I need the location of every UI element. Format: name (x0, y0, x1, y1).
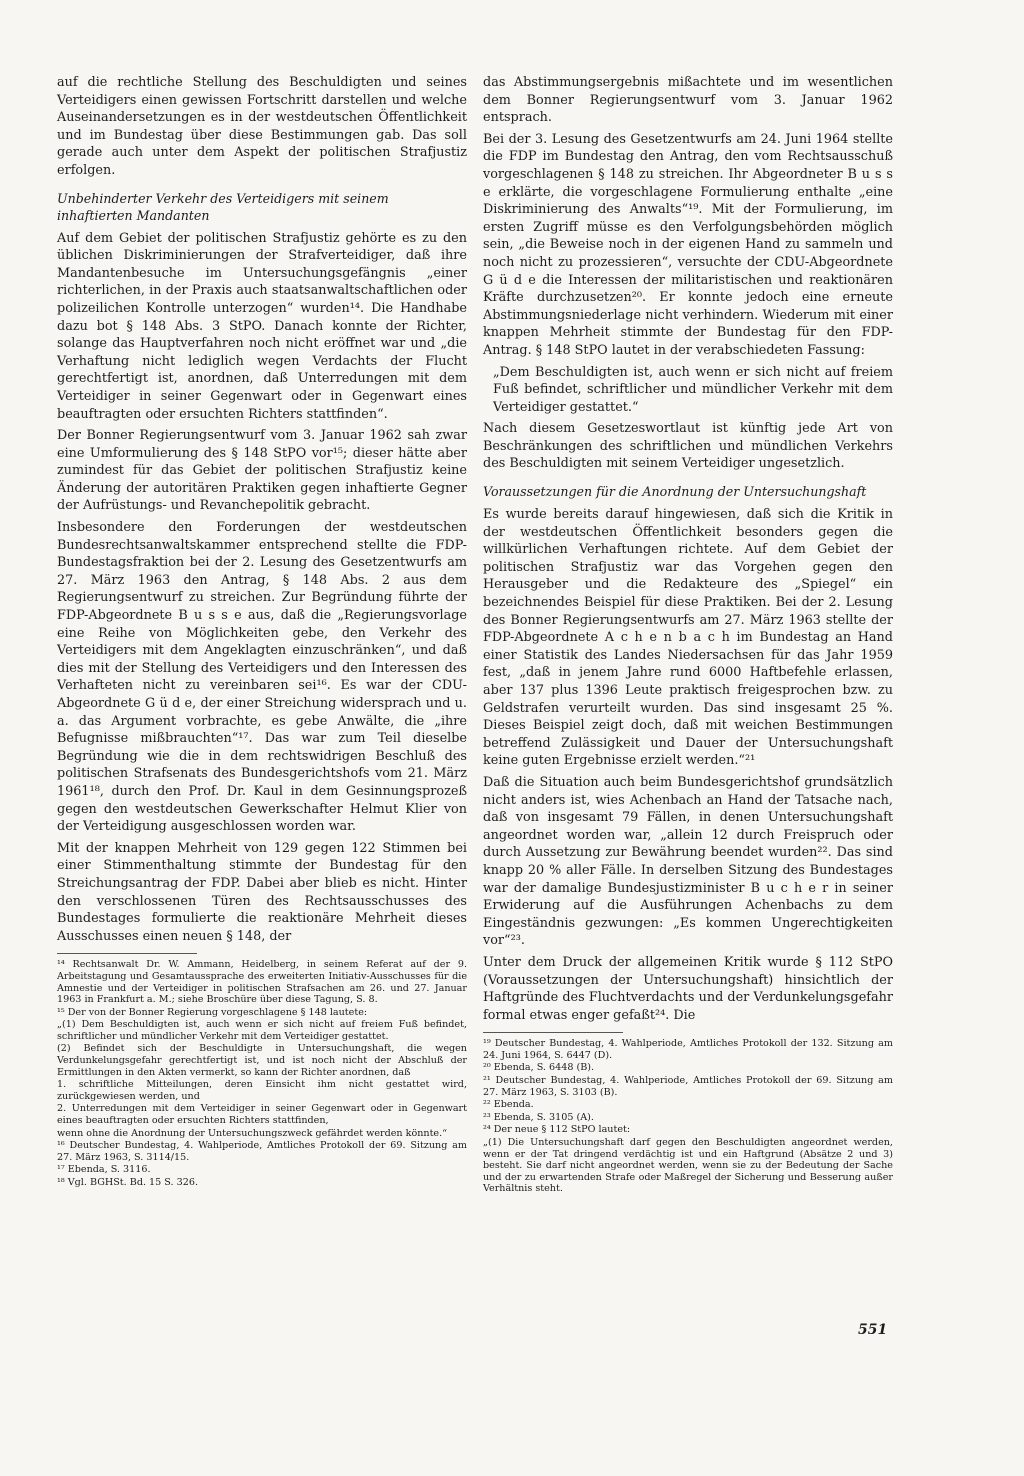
footnote: ²¹ Deutscher Bundestag, 4. Wahlperiode, Amtliches Protokoll der 69. Sitzung am 27. März 1963, S. 3103 (B). (483, 1075, 893, 1098)
footnote: ²³ Ebenda, S. 3105 (A). (483, 1111, 594, 1123)
page-number: 551 (858, 1322, 888, 1338)
footnote: ²⁴ Der neue § 112 StPO lautet: (483, 1124, 631, 1136)
footnote-divider (483, 1032, 623, 1033)
footnote: ²² Ebenda. (483, 1099, 534, 1111)
paragraph: Insbesondere den Forderungen der westdeutschen Bundesrechtsanwaltskammer entsprechend stellte die FDP-Bundestagsfraktion bei der 2. Lesung des Gesetzentwurfs am 27. März 1963 den Antrag, § 148 Abs. 2 aus dem Regierungsentwurf zu streichen. Zur Begründung führte der FDP-Abgeordnete B u s s e aus, daß die „Regierungsvorlage eine Reihe von Möglichkeiten gebe, den Verkehr des Verteidigers mit dem Angeklagten einzuschränken“, und daß dies mit der Stellung des Verteidigers und den Interessen des Verhafteten nicht zu vereinbaren sei¹⁶. Es war der CDU-Abgeordnete G ü d e, der einer Streichung widersprach und u. a. das Argument vorbrachte, es gebe Anwälte, die „ihre Befugnisse mißbrauchten“¹⁷. Das war zum Teil dieselbe Begründung wie die in dem rechtswidrigen Beschluß des politischen Strafsenats des Bundesgerichtshofs vom 21. März 1961¹⁸, durch den Prof. Dr. Kaul in dem Gesinnungsprozeß gegen den westdeutschen Gewerkschafter Helmut Klier von der Verteidigung ausgeschlossen worden war. (57, 520, 467, 835)
paragraph: Es wurde bereits darauf hingewiesen, daß sich die Kritik in der westdeutschen Öffentlichkeit besonders gegen die willkürlichen Verhaftungen richtete. Auf dem Gebiet der politischen Strafjustiz war das Vorgehen gegen den Herausgeber und die Redakteure des „Spiegel“ ein bezeichnendes Beispiel für diese Praktiken. Bei der 2. Lesung des Bonner Regierungsentwurfs am 27. März 1963 stellte der FDP-Abgeordnete A c h e n b a c h im Bundestag an Hand einer Statistik des Landes Niedersachsen für das Jahr 1959 fest, „daß in jenem Jahre rund 6000 Haftbefehle erlassen, aber 137 plus 1396 Leute praktisch freigesprochen bzw. zu Geldstrafen verurteilt wurden. Das sind insgesamt 25 %. Dieses Beispiel zeigt doch, daß mit weichen Bestimmungen betreffend Zulässigkeit und Dauer der Untersuchungshaft keine guten Ergebnisse erzielt werden.“²¹ (483, 507, 893, 769)
footnote: „(1) Die Untersuchungshaft darf gegen den Beschuldigten angeordnet werden, wenn er der Tat dringend verdächtig ist und ein Haftgrund (Absätze 2 und 3) besteht. Sie darf nicht angeordnet werden, wenn sie zu der Bedeutung der Sache und der zu erwartenden Strafe oder Maßregel der Sicherung und Besserung außer Verhältnis steht. (483, 1137, 893, 1195)
section-heading: Unbehinderter Verkehr des Verteidigers mit seinem inhaftierten Mandanten (57, 190, 389, 223)
footnote: ²⁰ Ebenda, S. 6448 (B). (483, 1062, 595, 1074)
paragraph: Daß die Situation auch beim Bundesgerichtshof grundsätzlich nicht anders ist, wies Achenbach an Hand der Tatsache nach, daß von insgesamt 79 Fällen, in denen Untersuchungshaft angeordnet worden war, „allein 12 durch Freispruch oder durch Aussetzung zur Bewährung beendet wurden²². Das sind knapp 20 % aller Fälle. In derselben Sitzung des Bundestages war der damalige Bundesjustizminister B u c h e r in seiner Erwiderung auf die Ausführungen Achenbachs zu dem Eingeständnis gezwungen: „Es kommen Ungerechtigkeiten vor“²³. (483, 774, 893, 949)
footnote: 2. Unterredungen mit dem Verteidiger in seiner Gegenwart oder in Gegenwart eines beauftragten oder ersuchten Richters stattfinden, (57, 1103, 467, 1127)
footnote: ¹⁸ Vgl. BGHSt. Bd. 15 S. 326. (57, 1177, 199, 1188)
footnote: ¹⁵ Der von der Bonner Regierung vorgeschlagene § 148 lautete: (57, 1006, 368, 1018)
footnote: ¹⁷ Ebenda, S. 3116. (57, 1164, 151, 1176)
paragraph: Bei der 3. Lesung des Gesetzentwurfs am 24. Juni 1964 stellte die FDP im Bundestag den Antrag, den vom Rechtsausschuß vorgeschlagenen § 148 zu streichen. Ihr Abgeordneter B u s s e erklärte, die vorgeschlagene Formulierung enthalte „eine Diskriminierung des Anwalts“¹⁹. Mit der Formulierung, im ersten Zugriff müsse es den Verfolgungsbehörden möglich sein, „die Beweise noch in der eigenen Hand zu sammeln und noch nicht zu prozessieren“, versuchte der CDU-Abgeordnete G ü d e die Interessen der militaristischen und reaktionären Kräfte durchzusetzen²⁰. Er konnte jedoch eine erneute Abstimmungsniederlage nicht verhindern. Wiederum mit einer knappen Mehrheit stimmte der Bundestag für den FDP-Antrag. § 148 StPO lautet in der verabschiedeten Fassung: (483, 131, 893, 358)
footnote: 1. schriftliche Mitteilungen, deren Einsicht ihm nicht gestattet wird, zurückgewiesen werden, und (57, 1079, 467, 1102)
footnotes (57, 953, 467, 1188)
paragraph: Unter dem Druck der allgemeinen Kritik wurde § 112 StPO (Voraussetzungen der Untersuchungshaft) hinsichtlich der Haftgründe des Fluchtverdachts und der Verdunkelungsgefahr formal etwas enger gefaßt²⁴. Die (483, 954, 893, 1023)
section-heading: Voraussetzungen für die Anordnung der Untersuchungshaft (483, 484, 867, 500)
left-column (57, 74, 467, 1190)
paragraph: Auf dem Gebiet der politischen Strafjustiz gehörte es zu den üblichen Diskriminierungen der Strafverteidiger, daß ihre Mandantenbesuche im Untersuchungsgefängnis „einer richterlichen, in der Praxis auch staatsanwaltschaftlichen oder polizeilichen Kontrolle unterzogen“ wurden¹⁴. Die Handhabe dazu bot § 148 Abs. 3 StPO. Danach konnte der Richter, solange das Hauptverfahren noch nicht eröffnet war und „die Verhaftung nicht lediglich wegen Verdachts der Flucht gerechtfertigt ist, anordnen, daß Unterredungen mit dem Verteidiger in seiner Gegenwart oder in Gegenwart eines beauftragten oder ersuchten Richters stattfinden“. (57, 230, 467, 422)
footnotes (483, 1032, 893, 1195)
footnote: ¹⁶ Deutscher Bundestag, 4. Wahlperiode, Amtliches Protokoll der 69. Sitzung am 27. März 1963, S. 3114/15. (57, 1140, 467, 1163)
paragraph: Mit der knappen Mehrheit von 129 gegen 122 Stimmen bei einer Stimmenthaltung stimmte der Bundestag für den Streichungsantrag der FDP. Dabei aber blieb es nicht. Hinter den verschlossenen Türen des Rechtsausschusses des Bundestages formulierte die reaktionäre Mehrheit dieses Ausschusses einen neuen § 148, der (57, 840, 467, 944)
paragraph: auf die rechtliche Stellung des Beschuldigten und seines Verteidigers einen gewissen Fortschritt darstellen und welche Auseinandersetzungen es in der westdeutschen Öffentlichkeit und im Bundestag über diese Bestimmungen gab. Das soll gerade auch unter dem Aspekt der politischen Strafjustiz erfolgen. (57, 75, 467, 178)
paragraph: Der Bonner Regierungsentwurf vom 3. Januar 1962 sah zwar eine Umformulierung des § 148 StPO vor¹⁵; dieser hätte aber zumindest für das Gebiet der politischen Strafjustiz keine Änderung der autoritären Praktiken gegen inhaftierte Gegner der Aufrüstungs- und Revanchepolitik gebracht. (57, 428, 467, 514)
footnote: ¹⁹ Deutscher Bundestag, 4. Wahlperiode, Amtliches Protokoll der 132. Sitzung am 24. Juni 1964, S. 6447 (D). (483, 1038, 893, 1061)
right-column (483, 74, 893, 1196)
footnote-divider (57, 953, 197, 954)
block-quote: „Dem Beschuldigten ist, auch wenn er sich nicht auf freiem Fuß befindet, schriftlicher und mündlicher Verkehr mit dem Verteidiger gestattet.“ (493, 364, 893, 415)
paragraph: Nach diesem Gesetzeswortlaut ist künftig jede Art von Beschränkungen des schriftlichen und mündlichen Verkehrs des Beschuldigten mit seinem Verteidiger ungesetzlich. (483, 421, 893, 472)
paragraph: das Abstimmungsergebnis mißachtete und im wesentlichen dem Bonner Regierungsentwurf vom 3. Januar 1962 entsprach. (483, 75, 893, 126)
footnote: wenn ohne die Anordnung der Untersuchungszweck gefährdet werden könnte.“ (57, 1127, 448, 1139)
footnote: „(1) Dem Beschuldigten ist, auch wenn er sich nicht auf freiem Fuß befindet, schriftlicher und mündlicher Verkehr mit dem Verteidiger gestattet. (57, 1019, 467, 1042)
footnote: (2) Befindet sich der Beschuldigte in Untersuchungshaft, die wegen Verdunkelungsgefahr gerechtfertigt ist, und ist noch nicht der Abschluß der Ermittlungen in den Akten vermerkt, so kann der Richter anordnen, daß (57, 1043, 467, 1078)
footnote: ¹⁴ Rechtsanwalt Dr. W. Ammann, Heidelberg, in seinem Referat auf der 9. Arbeitstagung und Gesamtaussprache des erweiterten Initiativ-Ausschusses für die Amnestie und der Verteidiger in politischen Strafsachen am 26. und 27. Januar 1963 in Frankfurt a. M.; siehe Broschüre über diese Tagung, S. 8. (57, 959, 467, 1006)
